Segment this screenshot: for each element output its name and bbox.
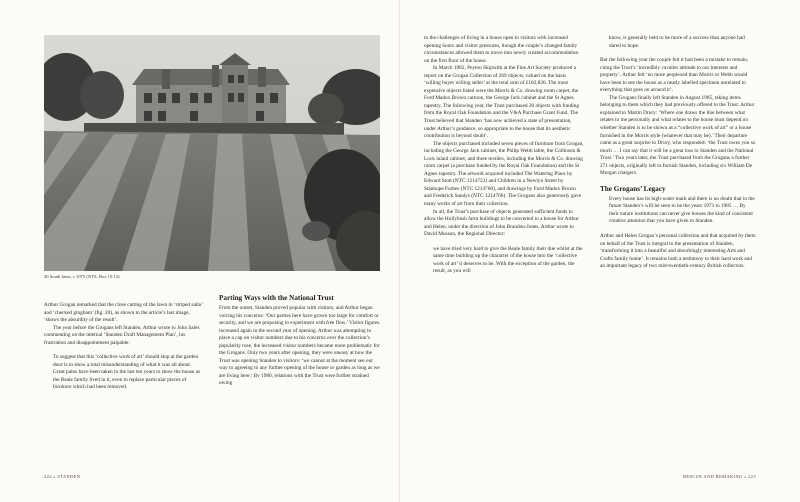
block-quote: Every house has its high-water mark and there is no doubt that in the future Standen’s will be seen to be the years 1973 to 1985 … By their nature institutions can never give houses the kind of consistent creative attention that you have given to Standen. — [609, 195, 755, 225]
section-heading: Parting Ways with the National Trust — [219, 294, 334, 302]
paragraph: to the challenges of living in a house open to visitors with increased opening hours and visitor pressures, though the couple’s changed family circumstances allowed them to move into newly created accommodation on the first floor of the house. — [424, 35, 579, 64]
left-page-footer: 222 » STANDEN — [44, 474, 81, 479]
section-heading: The Grogans’ Legacy — [600, 184, 666, 193]
paragraph: The objects purchased included seven pieces of furniture from Grogan, including the George Jack cabinet, the Philip Webb table, the Collinson & Lock inlaid cabinet, and three textiles, including the Morris & Co. drawing room carpet (a purchase funded by the Royal Oak Foundation) and the St Agnes tapestry. The artwork acquired included The Watering Place by Edward Stott (NTC 1214722) and Children in a Newlyn Street by Stanhope Forbes (NTC 1214768), and drawings by Ford Madox Brown and Frederick Sandys (NTC 1214766). The Grogans also generously gave many works of art from their collection. — [424, 140, 584, 208]
paragraph: But the following year the couple felt it had been a mistake to remain, citing the Trust’s ‘incredibly cavalier attitude to our interests and property’. Arthur felt ‘no more perplexed than Morris or Webb would have been to see the house as a neatly labelled specimen unrelated to everything that goes on around it’. — [600, 57, 749, 94]
left-column-2 — [219, 294, 380, 388]
paragraph: Arthur Grogan remarked that the close cutting of the lawn in ‘striped satin’ and ‘checked gingham’ (fig. 20), as shown in the article’s last image, ‘shows the absurdity of the result’. — [44, 302, 203, 324]
right-column-2 — [600, 35, 756, 271]
paragraph: Arthur and Helen Grogan’s personal collection and that acquired by them on behalf of the Trust is integral to the presentation of Standen, ‘transforming it into a beautiful and absorbingly interesting Arts and Crafts family home’. It remains both a testimony to their hard work and an important legacy of two mid-twentieth-century British collectors. — [600, 233, 756, 270]
paragraph: The year before the Grogans left Standen, Arthur wrote to John Sales commenting on the internal ‘Standen Draft Management Plan’, his frustration and disappointment palpable: — [44, 324, 200, 346]
left-column-1 — [44, 302, 204, 392]
block-quote: know, is generally held to be more of a success than anyone had dared to hope. — [609, 35, 745, 49]
house-photo-illustration — [44, 35, 380, 271]
paragraph: In all, the Trust’s purchase of objects generated sufficient funds to allow the Hollybush farm buildings to be converted to a house for Arthur and Helen, under the direction of John Brandon-Jones. Arthur wrote to David Musson, the Regional Director: — [424, 208, 579, 238]
paragraph: From the outset, Standen proved popular with visitors, and Arthur began voicing his concerns: ‘Our parties here have grown too large for comfort or security, and we are proposing to experiment with free flow.’ Visitor figures increased again in the second year of opening. Arthur was attempting to place a cap on visitor numbers due to his concerns over the collection’s popularity rose, the increased visitor numbers became more problematic for the Grogans. Only two years after opening, they were uneasy at how the Trust was opening Standen to visitors: ‘we cannot at the moment see our way to agreeing to any further opening of the house or garden as long as we are living here.’ By 1980, relations with the Trust were further strained owing — [219, 305, 380, 387]
south-lawn-photo — [44, 35, 380, 271]
right-page — [400, 0, 800, 502]
paragraph: In March 1982, Peyton Skipwith at the Fine Art Society produced a report on the Grogan Collection of 269 objects, valued on the basis ‘willing buyer willing seller’ at the total sum of £182,820. The most expensive objects listed were the Morris & Co. drawing room carpet, the Ford Madox Brown cartoon, the George Jack cabinet and the St Agnes tapestry. The following year, the Trust purchased 20 objects with funding from the Royal Oak Foundation and the V&A Purchase Grant Fund. The Trust believed that Standen ‘has now achieved a state of presentation, under Arthur’s guidance, so appropriate to the house that its aesthetic contribution is beyond doubt’. — [424, 65, 579, 140]
right-page-footer: RESCUE AND REMAKING « 223 — [683, 474, 756, 479]
figure-caption: 20 South lawn, c.1975 (NTS, Box 10.12) — [44, 274, 120, 279]
paragraph: The Grogans finally left Standen in August 1985, taking items belonging to them which they had previously offered to the Trust. Arthur explained to Martin Drury: ‘Where one draws the line between what relates to me personally and what relates to the house must depend on whether Standen is to be shown as a “collective work of art” or a house furnished in the Morris style (whatever that may be).’ Their departure came as a great surprise to Drury, who responded: ‘the Trust owes you so much … I can say that it will be a great loss to Standen and the National Trust.’ Two years later, the Trust purchased from the Grogans a further 271 objects, originally left to furnish Standen, including six William De Morgan chargers. — [600, 94, 756, 177]
right-column-1 — [424, 35, 584, 276]
block-quote: we have tried very hard to give the Beale family their due whilst at the same time building up the character of the house into the ‘collective work of art’ it deserves to be. With the exception of the garden, the result, as you will — [433, 245, 583, 275]
block-quote: To suggest that this ‘collective work of art’ should stop at the garden door is to show a total misunderstanding of what it was all about. Great pains have been taken in the last ten years to show the house as the Beale family lived in it, even to replace particular pieces of furniture which had been removed. — [53, 354, 201, 391]
